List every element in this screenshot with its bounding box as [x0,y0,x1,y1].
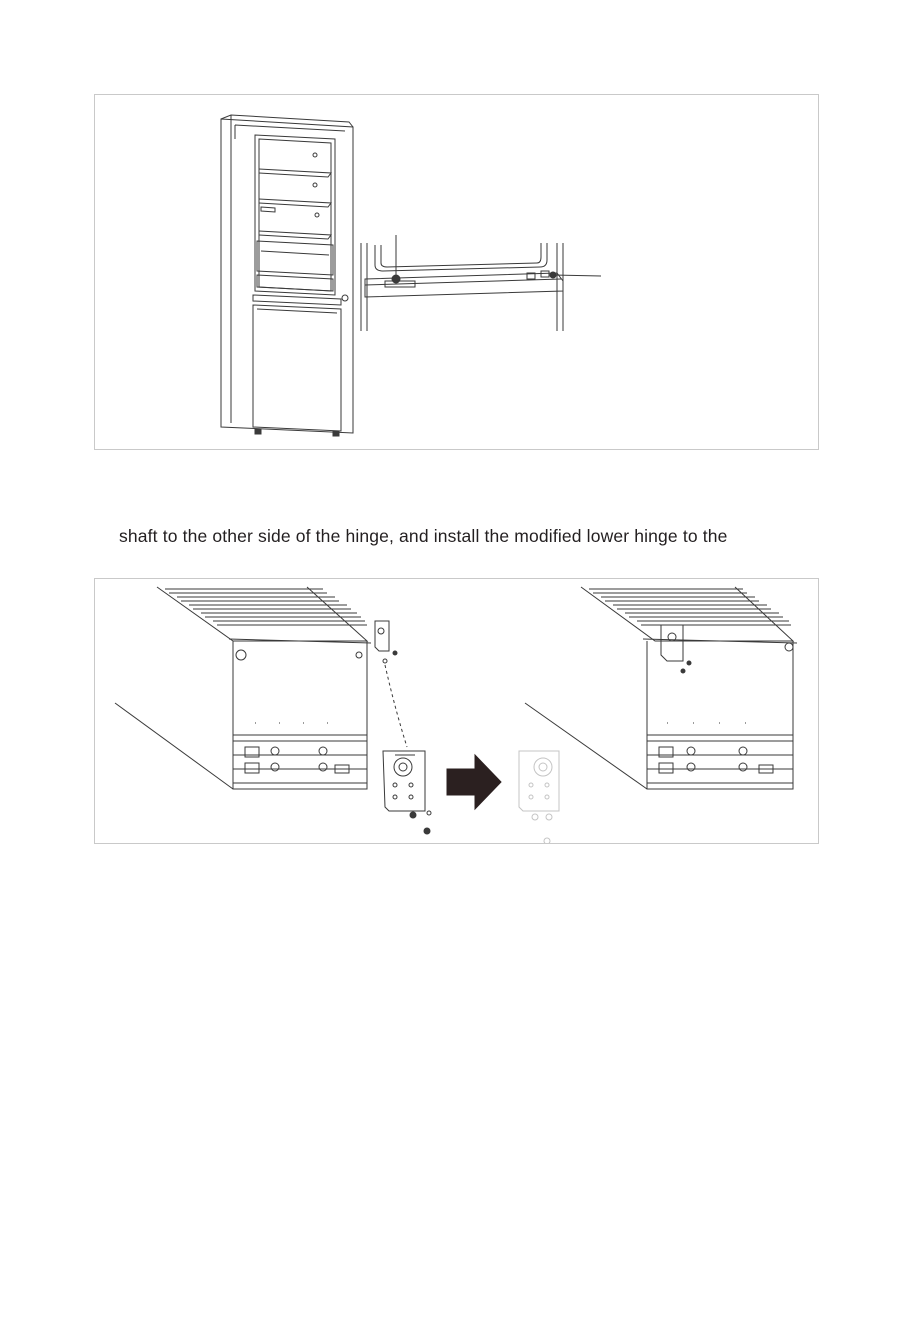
figure-refrigerator-hinge-detail [94,94,819,450]
hinge-detail-drawing [361,235,601,331]
instruction-text: shaft to the other side of the hinge, and install the modified lower hinge to the [119,526,728,546]
fridge-base-right-drawing [525,587,797,789]
modified-hinge-ghost [519,751,559,844]
hinge-part-top [375,621,397,663]
direction-arrow-icon [447,755,501,809]
figure-lower-hinge-reinstallation [94,578,819,844]
dashed-guide-line [385,665,407,747]
hinge-bracket [383,751,431,834]
fig2-illustration [95,579,819,844]
refrigerator-drawing [221,115,353,436]
fridge-base-left-drawing [115,587,371,789]
fig1-illustration [95,95,819,450]
